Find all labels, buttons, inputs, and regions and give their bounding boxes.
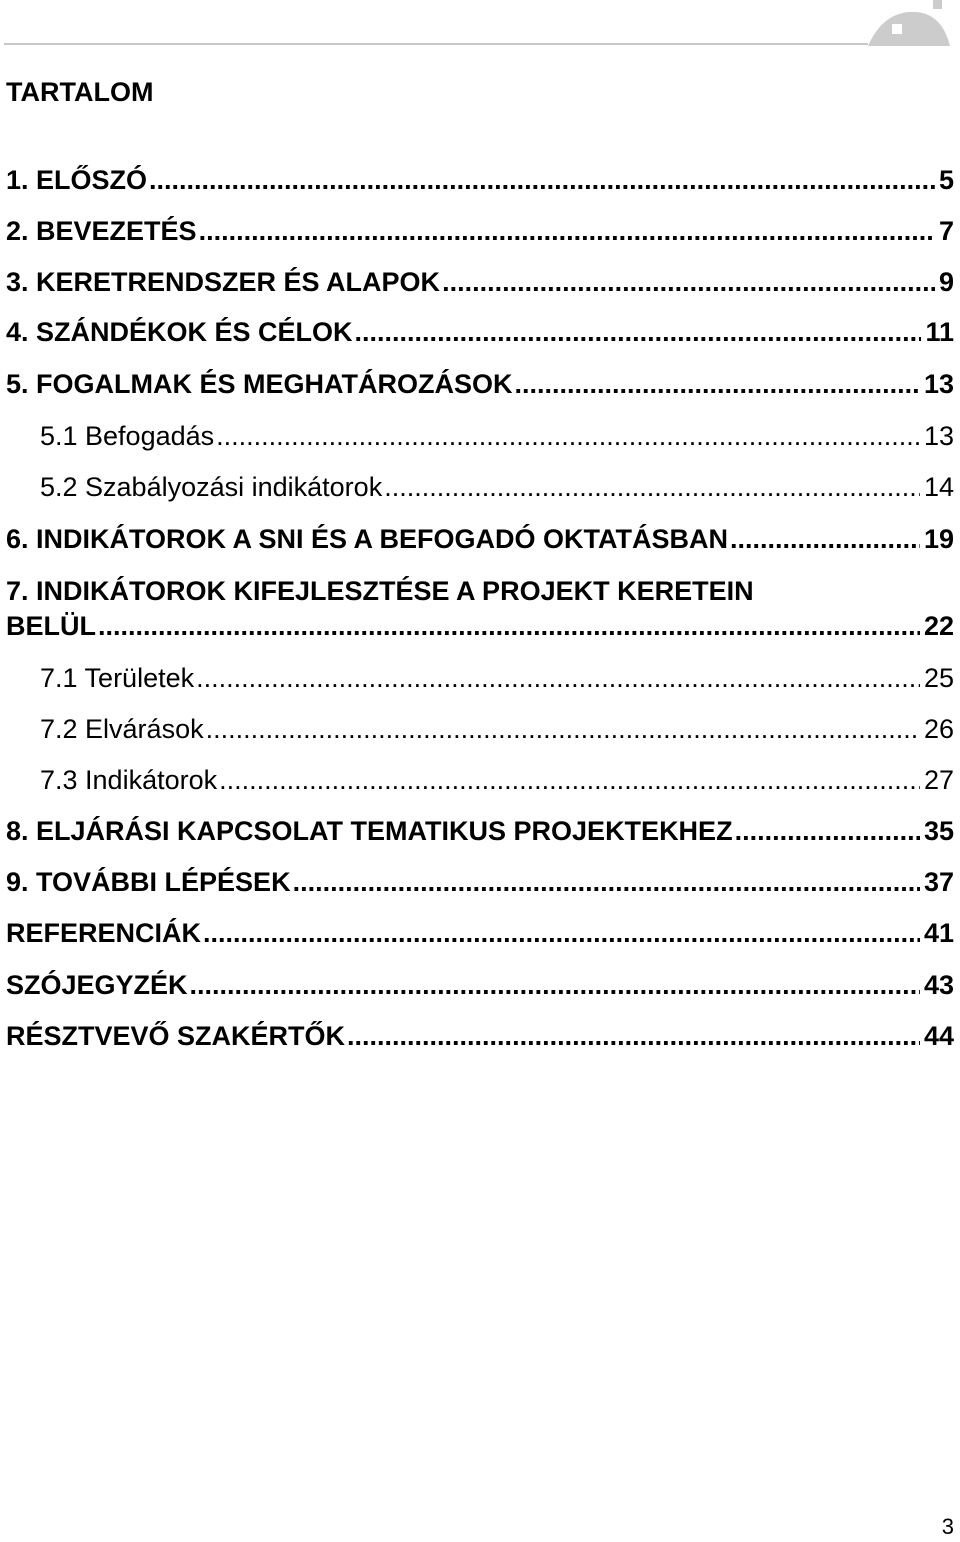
dot-leader [149,162,935,198]
toc-entry[interactable] [6,813,954,849]
dot-leader [196,660,920,696]
toc-entry[interactable] [6,213,954,249]
toc-entry-title: 3. KERETRENDSZER ÉS ALAPOK [6,267,441,297]
toc-entry[interactable] [6,608,954,644]
toc-entry-title: 8. ELJÁRÁSI KAPCSOLAT TEMATIKUS PROJEKTEKHEZ [6,816,733,846]
toc-entry[interactable] [6,967,954,1003]
dot-leader [199,213,935,249]
toc-subentry[interactable] [40,469,954,505]
page-number: 3 [941,1514,954,1539]
dot-leader [203,915,920,951]
toc-entry-page: 11 [925,317,954,347]
dot-leader [355,314,922,350]
toc-entry-title: 5. FOGALMAK ÉS MEGHATÁROZÁSOK [6,369,513,399]
toc-entry-title: 7.3 Indikátorok [40,765,218,795]
dot-leader [384,469,920,505]
toc-entry-page: 43 [923,970,954,1000]
dot-leader [293,864,920,900]
toc-entry[interactable] [6,1018,954,1054]
toc-entry-page: 13 [923,369,954,399]
toc-entry-page: 44 [923,1021,954,1051]
dot-leader [216,418,920,454]
toc-entry-page: 25 [923,663,954,693]
toc-entry-page: 7 [938,216,954,246]
toc-entry-title: 9. TOVÁBBI LÉPÉSEK [6,867,291,897]
toc-entry-title: RÉSZTVEVŐ SZAKÉRTŐK [6,1021,346,1051]
toc-entry[interactable] [6,915,954,951]
toc-subentry[interactable] [40,660,954,696]
toc-entry-title: 2. BEVEZETÉS [6,216,197,246]
toc-entry-title: 5.2 Szabályozási indikátorok [40,472,383,502]
dot-leader [735,813,920,849]
toc-entry[interactable] [6,314,954,350]
toc-entry-page: 37 [923,867,954,897]
toc-entry-title: 1. ELŐSZÓ [6,165,148,195]
toc-entry-title: SZÓJEGYZÉK [6,970,188,1000]
toc-subentry[interactable] [40,762,954,798]
toc-entry-title: 7.2 Elvárások [40,714,204,744]
toc-entry-page: 22 [923,611,954,641]
toc-entry-page: 5 [938,165,954,195]
toc-entry-title: 7.1 Területek [40,663,195,693]
toc-entry[interactable] [6,521,954,557]
dot-leader [442,264,935,300]
toc-title: TARTALOM [6,77,154,107]
toc-entry-title: 6. INDIKÁTOROK A SNI ÉS A BEFOGADÓ OKTATÁSBAN [6,524,729,554]
dot-leader [190,967,920,1003]
toc-entry[interactable] [6,366,954,402]
dot-leader [98,608,920,644]
dot-leader [515,366,920,402]
dot-leader [219,762,920,798]
toc-entry-title: 5.1 Befogadás [40,421,215,451]
dot-leader [730,521,920,557]
dot-leader [206,711,920,747]
toc-entry-page: 27 [923,765,954,795]
toc-entry-page: 14 [923,472,954,502]
dot-leader [347,1018,920,1054]
toc-entry[interactable] [6,162,954,198]
table-of-contents [6,0,954,1542]
toc-entry-title: 4. SZÁNDÉKOK ÉS CÉLOK [6,317,353,347]
toc-subentry[interactable] [40,711,954,747]
toc-entry[interactable] [6,264,954,300]
toc-entry-page: 35 [923,816,954,846]
toc-entry-page: 9 [938,267,954,297]
toc-entry-title-line1[interactable]: 7. INDIKÁTOROK KIFEJLESZTÉSE A PROJEKT KERETEIN [6,576,754,606]
toc-entry-page: 19 [923,524,954,554]
toc-subentry[interactable] [40,418,954,454]
toc-entry-page: 41 [923,918,954,948]
toc-entry-title: BELÜL [6,611,96,641]
toc-entry-title: REFERENCIÁK [6,918,202,948]
toc-entry[interactable] [6,864,954,900]
toc-entry-page: 26 [923,714,954,744]
toc-entry-page: 13 [923,421,954,451]
